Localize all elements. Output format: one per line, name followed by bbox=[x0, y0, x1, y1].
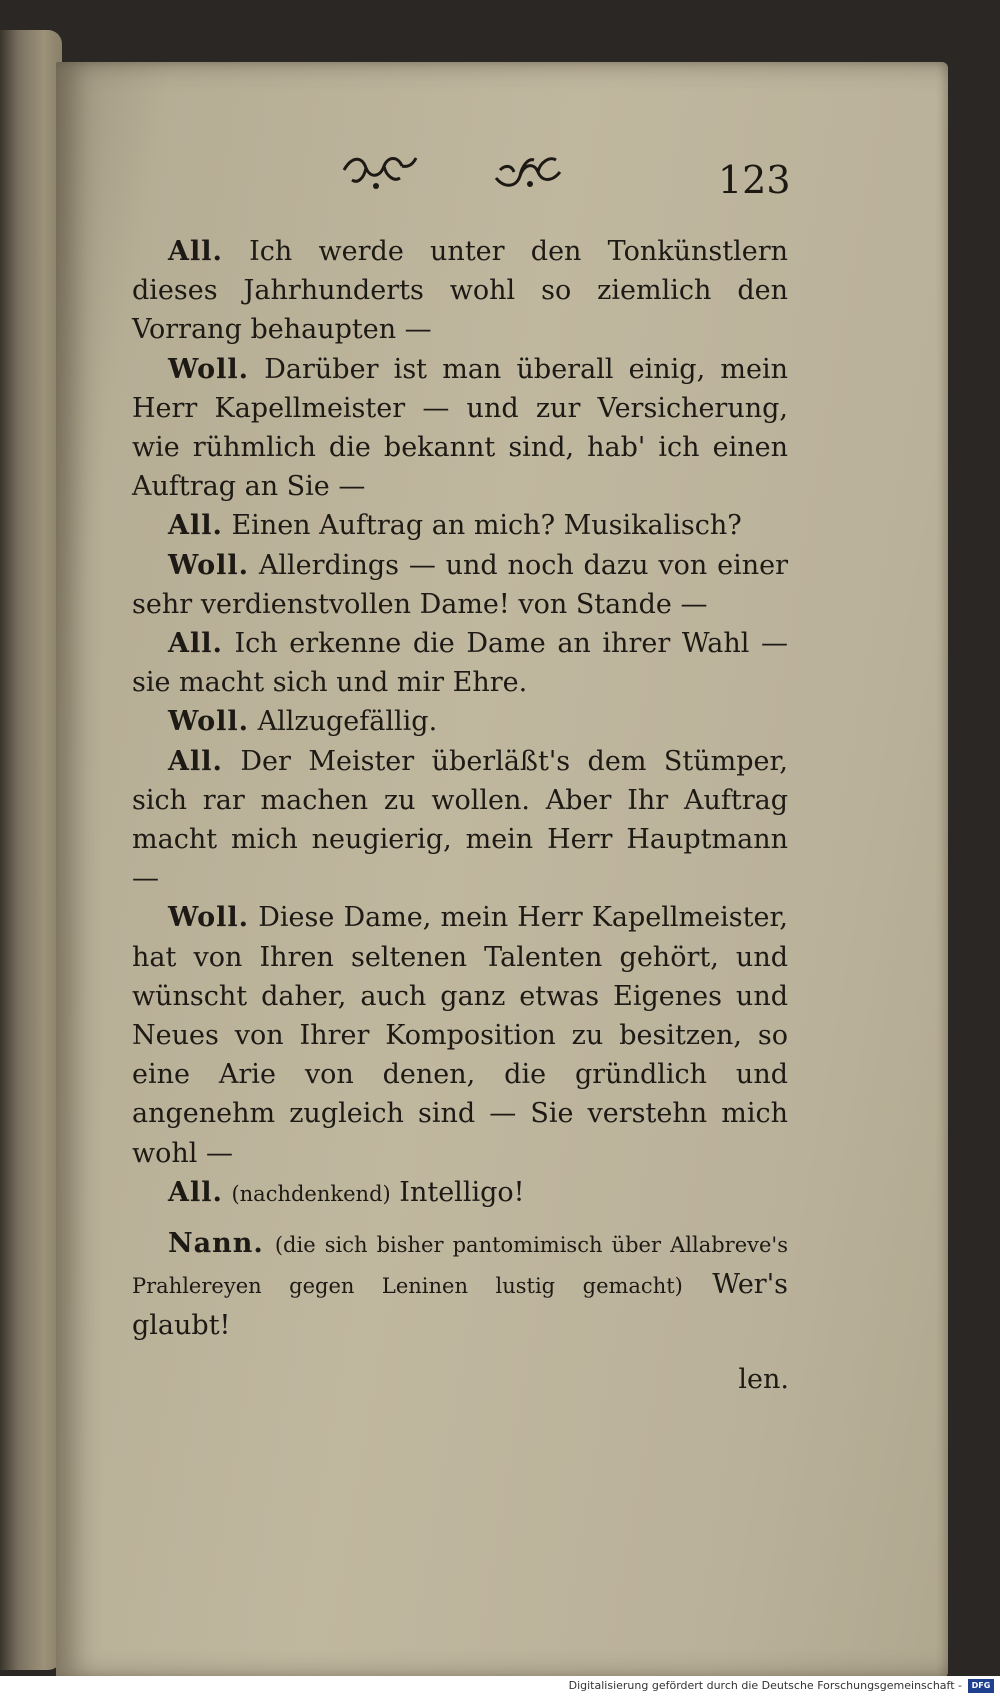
dialogue-paragraph bbox=[132, 350, 788, 507]
dialogue-line: Darüber ist man überall einig, mein Herr Kapellmeister — und zur Versicherung, wie rühmlich die bekannt sind, hab' ich einen Auftrag an Sie — bbox=[132, 353, 788, 503]
dialogue-line: Ich werde unter den Tonkünstlern dieses Jahrhunderts wohl so ziemlich den Vorrang behaupten — bbox=[132, 236, 788, 346]
speaker-name: All. bbox=[168, 510, 223, 542]
dialogue-paragraph bbox=[132, 702, 788, 741]
stage-direction: (die sich bisher pantomimisch über Allabreve's Prahlereyen gegen Leninen lustig gemacht) bbox=[132, 1233, 788, 1299]
catchword: len. bbox=[738, 1364, 789, 1395]
speaker-name: All. bbox=[168, 628, 223, 660]
dialogue-paragraph bbox=[132, 624, 788, 702]
speaker-name: Nann. bbox=[168, 1228, 264, 1260]
dialogue-line: Allzugefällig. bbox=[257, 706, 438, 738]
right-ornament-icon bbox=[490, 148, 570, 196]
dialogue-line: Diese Dame, mein Herr Kapellmeister, hat von Ihren seltenen Talenten gehört, und wünscht daher, auch ganz etwas Eigenes und Neues von Ihrer Komposition zu besitzen, so eine Arie von denen, die gründlich und angenehm zugleich sind — Sie verstehn mich wohl — bbox=[132, 902, 788, 1169]
dialogue-paragraph bbox=[132, 546, 788, 624]
speaker-name: Woll. bbox=[168, 549, 250, 581]
facing-page-text-fragments bbox=[2, 210, 58, 262]
facing-page-edge bbox=[0, 30, 62, 1670]
speaker-name: Woll. bbox=[168, 902, 250, 934]
page-number: 123 bbox=[718, 158, 791, 202]
dialogue-paragraph bbox=[132, 742, 788, 899]
speaker-name: Woll. bbox=[168, 706, 250, 738]
dialogue-line: Einen Auftrag an mich? Musikalisch? bbox=[231, 510, 742, 542]
speaker-name: Woll. bbox=[168, 353, 250, 385]
speaker-name: All. bbox=[168, 745, 223, 777]
dfg-logo: DFG bbox=[968, 1679, 994, 1693]
digitization-footer bbox=[0, 1676, 1000, 1696]
footer-credit: Digitalisierung gefördert durch die Deutsche Forschungsgemeinschaft - bbox=[568, 1679, 962, 1692]
dialogue-line: Wer's glaubt! bbox=[132, 1269, 788, 1342]
speaker-name: All. bbox=[168, 1176, 223, 1208]
dialogue-text bbox=[132, 232, 788, 1346]
dialogue-line: Intelligo! bbox=[399, 1176, 525, 1208]
dialogue-paragraph bbox=[132, 232, 788, 350]
dialogue-paragraph bbox=[132, 898, 788, 1172]
dialogue-line: Der Meister überläßt's dem Stümper, sich rar machen zu wollen. Aber Ihr Auftrag macht mich neugierig, mein Herr Hauptmann — bbox=[132, 745, 788, 895]
dialogue-line: Allerdings — und noch dazu von einer sehr verdienstvollen Dame! von Stande — bbox=[132, 549, 788, 620]
speaker-name: All. bbox=[168, 236, 223, 267]
dialogue-paragraph bbox=[132, 1173, 788, 1214]
dialogue-line: Ich erkenne die Dame an ihrer Wahl — sie macht sich und mir Ehre. bbox=[132, 628, 788, 699]
dialogue-paragraph bbox=[132, 506, 788, 545]
dialogue-paragraph bbox=[132, 1224, 788, 1346]
left-ornament-icon bbox=[340, 148, 420, 196]
stage-direction: (nachdenkend) bbox=[231, 1181, 391, 1206]
